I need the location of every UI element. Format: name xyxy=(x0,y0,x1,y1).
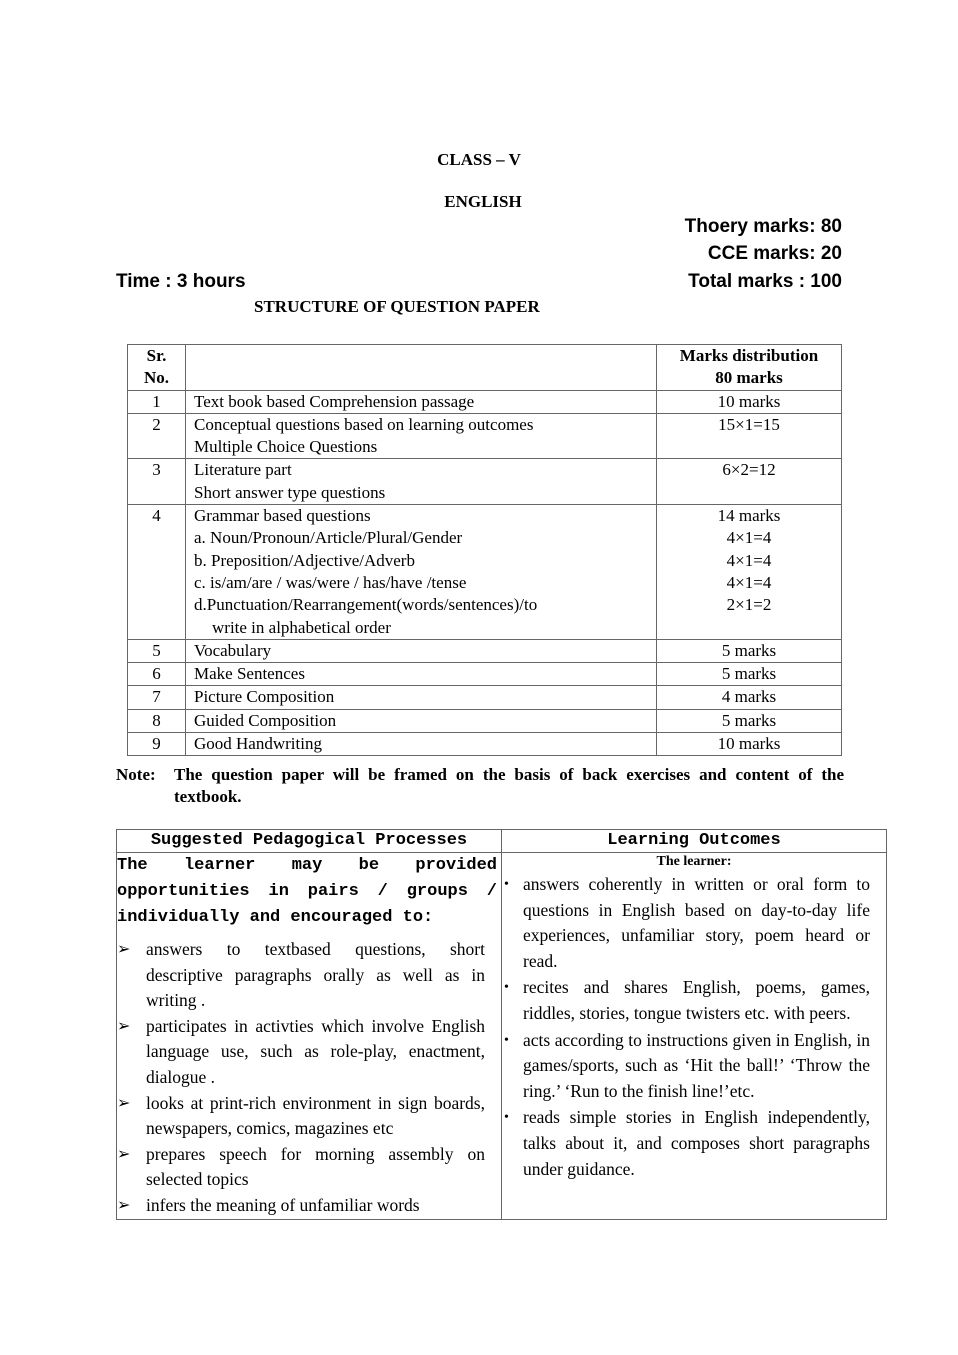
marks-line: 4×1=4 xyxy=(726,528,772,548)
row-description xyxy=(186,459,657,505)
outcome-text: answers coherently in written or oral form to questions in English based on day-to-day life experiences, unfamiliar story, poem heard or read. xyxy=(523,874,870,971)
total-marks: Total marks : 100 xyxy=(688,271,842,292)
processes-cell xyxy=(117,853,502,1220)
row-description xyxy=(186,709,657,732)
processes-list xyxy=(117,937,501,1219)
row-description xyxy=(186,390,657,413)
marks-line: 2×1=2 xyxy=(726,595,772,615)
row-number: 5 xyxy=(128,639,186,662)
marks-table-header xyxy=(128,345,842,391)
row-marks xyxy=(657,505,842,640)
row-number: 3 xyxy=(128,459,186,505)
description-header xyxy=(186,345,657,391)
description-line: Text book based Comprehension passage xyxy=(194,391,475,411)
marks-line: 5 marks xyxy=(721,640,777,660)
process-text: prepares speech for morning assembly on selected topics xyxy=(146,1143,485,1190)
note-text: The question paper will be framed on the basis of back exercises and content of the textbook. xyxy=(174,765,844,806)
arrow-bullet-icon: ➢ xyxy=(117,1196,131,1214)
arrow-bullet-icon: ➢ xyxy=(117,941,131,958)
outcome-text: reads simple stories in English independently, talks about it, and composes short paragraphs under guidance. xyxy=(523,1107,870,1179)
marks-table xyxy=(127,344,842,756)
table-row xyxy=(128,459,842,505)
table-row xyxy=(128,686,842,709)
time-allowed: Time : 3 hours xyxy=(116,271,246,292)
row-marks xyxy=(657,459,842,505)
row-number: 1 xyxy=(128,390,186,413)
marks-line: 10 marks xyxy=(717,734,781,754)
bullet-icon: • xyxy=(504,877,509,892)
table-row xyxy=(128,390,842,413)
row-description xyxy=(186,663,657,686)
description-line: Short answer type questions xyxy=(194,482,386,502)
table-row xyxy=(128,639,842,662)
description-line: d.Punctuation/Rearrangement(words/sentences)/to xyxy=(194,595,538,615)
description-line: Multiple Choice Questions xyxy=(194,437,378,457)
process-text: answers to textbased questions, short descriptive paragraphs orally as well as in writing . xyxy=(146,939,485,1011)
learner-heading: The learner: xyxy=(656,854,732,869)
bullet-icon: • xyxy=(504,1032,509,1048)
description-line: b. Preposition/Adjective/Adverb xyxy=(194,550,415,570)
list-item xyxy=(117,1142,501,1193)
row-number: 8 xyxy=(128,709,186,732)
processes-intro: The learner may be provided opportunities in pairs / groups / individually and encouraged to: xyxy=(117,856,497,927)
description-line: Good Handwriting xyxy=(194,734,322,754)
row-number: 4 xyxy=(128,505,186,640)
description-line: c. is/am/are / was/were / has/have /tense xyxy=(194,572,467,592)
note-label: Note: xyxy=(116,765,156,784)
description-line: Conceptual questions based on learning outcomes xyxy=(194,414,534,434)
outcomes-header: Learning Outcomes xyxy=(502,830,887,853)
row-number: 9 xyxy=(128,733,186,756)
row-marks xyxy=(657,639,842,662)
marks-line: 15×1=15 xyxy=(718,414,780,434)
cce-marks: CCE marks: 20 xyxy=(707,243,842,264)
row-description xyxy=(186,686,657,709)
arrow-bullet-icon: ➢ xyxy=(117,1145,131,1163)
list-item xyxy=(117,937,501,1014)
table-row xyxy=(128,413,842,459)
list-item xyxy=(502,975,886,1026)
structure-title: STRUCTURE OF QUESTION PAPER xyxy=(254,297,540,316)
list-item xyxy=(502,1105,886,1182)
marks-line: 10 marks xyxy=(717,391,781,411)
process-text: looks at print-rich environment in sign boards, newspapers, comics, magazines etc xyxy=(146,1092,485,1139)
outcomes-cell xyxy=(502,853,887,1220)
process-text: participates in activties which involve English language use, such as role-play, enactment, dialogue . xyxy=(146,1015,485,1087)
subject-title: ENGLISH xyxy=(444,192,522,211)
list-item xyxy=(117,1014,501,1091)
description-line: Vocabulary xyxy=(194,640,272,660)
pedagogy-content-row xyxy=(117,853,887,1220)
process-text: infers the meaning of unfamiliar words xyxy=(146,1194,420,1215)
row-marks xyxy=(657,709,842,732)
row-marks xyxy=(657,686,842,709)
row-marks xyxy=(657,390,842,413)
row-number: 2 xyxy=(128,413,186,459)
marks-line: 4 marks xyxy=(721,687,777,707)
marks-line: 14 marks xyxy=(717,506,781,526)
outcomes-list xyxy=(502,872,886,1182)
table-row xyxy=(128,733,842,756)
marks-line: 4×1=4 xyxy=(726,550,772,570)
pedagogy-header-row xyxy=(117,830,887,853)
table-row xyxy=(128,709,842,732)
list-item xyxy=(117,1091,501,1142)
description-line: Grammar based questions xyxy=(194,506,371,526)
row-number: 6 xyxy=(128,663,186,686)
marks-line: 5 marks xyxy=(721,710,777,730)
description-line: a. Noun/Pronoun/Article/Plural/Gender xyxy=(194,528,463,548)
row-number: 7 xyxy=(128,686,186,709)
list-item xyxy=(502,872,886,974)
description-line: Guided Composition xyxy=(194,710,337,730)
marks-line: 6×2=12 xyxy=(722,460,776,480)
table-row xyxy=(128,505,842,640)
row-marks xyxy=(657,663,842,686)
arrow-bullet-icon: ➢ xyxy=(117,1094,131,1112)
bullet-icon: • xyxy=(504,1110,509,1126)
outcome-text: recites and shares English, poems, games, riddles, stories, tongue twisters etc. with peers. xyxy=(523,977,870,1023)
row-marks xyxy=(657,733,842,756)
description-line: Make Sentences xyxy=(194,664,305,684)
bullet-icon: • xyxy=(504,980,509,996)
marks-header-line2: 80 marks xyxy=(715,368,783,388)
processes-header: Suggested Pedagogical Processes xyxy=(117,830,502,853)
row-marks xyxy=(657,413,842,459)
arrow-bullet-icon: ➢ xyxy=(117,1017,131,1035)
row-description xyxy=(186,413,657,459)
pedagogy-table xyxy=(116,829,887,1220)
description-line: Picture Composition xyxy=(194,687,335,707)
row-description xyxy=(186,639,657,662)
list-item xyxy=(502,1028,886,1105)
list-item xyxy=(117,1193,501,1219)
row-description xyxy=(186,733,657,756)
row-description xyxy=(186,505,657,640)
marks-line: 4×1=4 xyxy=(726,572,772,592)
sr-header-line: Sr. xyxy=(146,346,167,365)
outcome-text: acts according to instructions given in English, in games/sports, such as ‘Hit the ball!’ ‘Throw the ring.’ ‘Run to the finish line!’etc. xyxy=(523,1029,870,1101)
table-row xyxy=(128,663,842,686)
marks-header-line1: Marks distribution xyxy=(679,346,819,365)
sr-no-header xyxy=(128,345,186,391)
description-line: Literature part xyxy=(194,460,292,480)
theory-marks: Thoery marks: 80 xyxy=(684,216,842,237)
no-header-line: No. xyxy=(143,368,170,388)
marks-line: 5 marks xyxy=(721,664,777,684)
marks-header xyxy=(657,345,842,391)
note xyxy=(116,764,844,808)
class-title: CLASS – V xyxy=(437,150,521,169)
description-line: write in alphabetical order xyxy=(212,617,391,637)
